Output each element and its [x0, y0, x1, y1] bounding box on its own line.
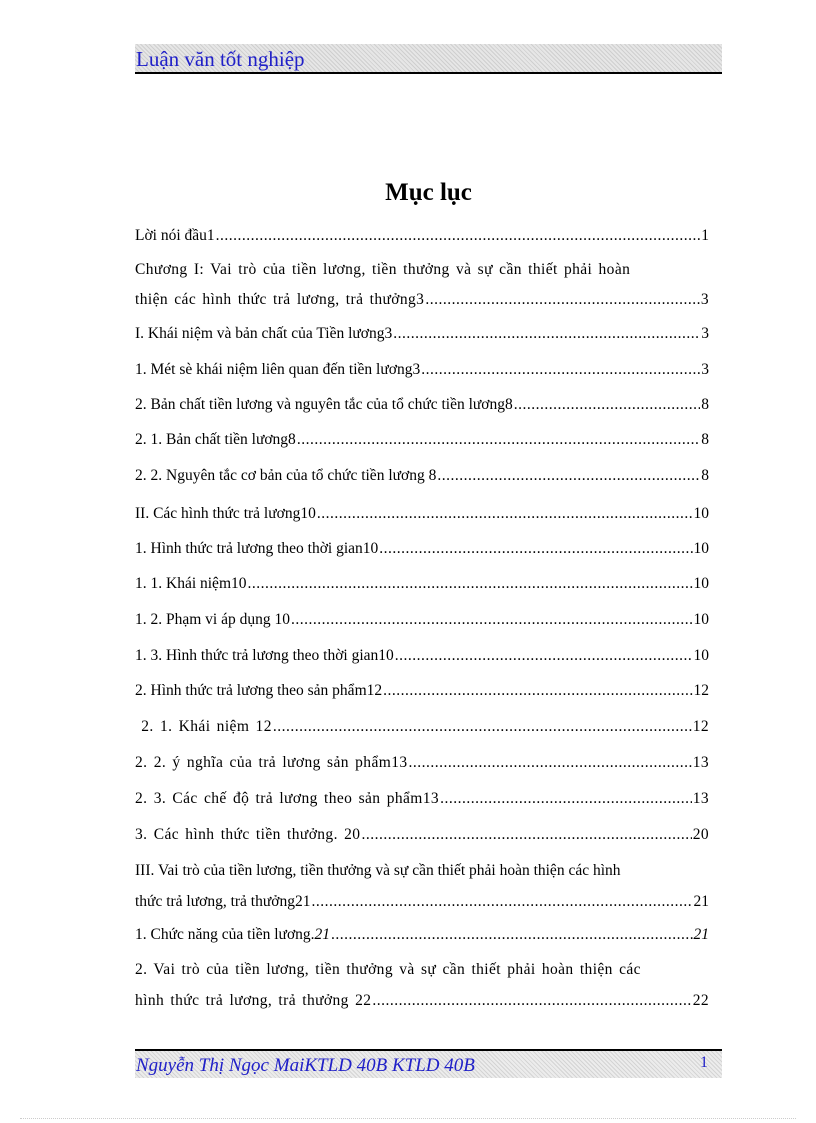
toc-leader-dots	[383, 677, 692, 705]
toc-entry-page: 13	[692, 754, 709, 771]
toc-title: Mục lục	[385, 179, 472, 206]
toc-entry-label: 2. 1. Bản chất tiền lương8	[135, 431, 296, 448]
toc-leader-dots	[297, 426, 700, 454]
toc-entry[interactable]	[135, 391, 709, 419]
toc-entry-label: 1. Hình thức trả lương theo thời gian10	[135, 540, 379, 557]
page-bottom-border	[20, 1118, 796, 1119]
header-title: Luận văn tốt nghiệp	[136, 47, 305, 71]
toc-entry[interactable]	[135, 356, 709, 384]
toc-entry[interactable]	[135, 749, 709, 777]
toc-entry[interactable]	[135, 222, 709, 250]
toc-entry-page: 3	[701, 361, 709, 378]
toc-leader-dots	[437, 462, 700, 490]
toc-entry-line1: III. Vai trò của tiền lương, tiền thưởng và sự cần thiết phải hoàn thiện các hình	[135, 862, 621, 879]
toc-entry-page: 13	[692, 790, 709, 807]
toc-entry-label: 2. 3. Các chế độ trả lương theo sản phẩm13	[135, 790, 440, 807]
toc-entry-label: 2. 1. Khái niệm 12	[135, 718, 272, 735]
toc-leader-dots	[331, 921, 692, 949]
toc-entry-page: 22	[692, 992, 709, 1009]
toc-entry-label: I. Khái niệm và bản chất của Tiền lương3	[135, 325, 393, 342]
toc-entry-page: 3	[700, 291, 709, 308]
toc-entry[interactable]	[135, 426, 709, 454]
toc-entry[interactable]	[135, 857, 709, 916]
toc-entry-label: 1. 3. Hình thức trả lương theo thời gian10	[135, 647, 394, 664]
toc-leader-dots	[421, 356, 700, 384]
toc-leader-dots	[216, 222, 701, 250]
toc-entry-label-italic: 21	[314, 926, 331, 943]
header-rule	[135, 72, 722, 74]
toc-entry-label: 1. 1. Khái niệm10	[135, 575, 247, 592]
toc-leader-dots	[393, 320, 700, 348]
footer-author: Nguyễn Thị Ngọc MaiKTLD 40B KTLD 40B	[136, 1055, 475, 1076]
toc-entry[interactable]	[135, 713, 709, 741]
toc-entry-page: 8	[701, 431, 709, 448]
toc-entry-page: 12	[692, 718, 709, 735]
footer-page-number: 1	[700, 1054, 708, 1071]
toc-entry-page: 10	[693, 505, 709, 522]
toc-entry[interactable]	[135, 956, 709, 1015]
toc-leader-dots	[395, 642, 693, 670]
toc-entry[interactable]	[135, 462, 709, 490]
toc-entry-line1: Chương I: Vai trò của tiền lương, tiền thưởng và sự cần thiết phải hoàn	[135, 261, 631, 278]
toc-entry-label: 2. Hình thức trả lương theo sản phẩm12	[135, 682, 383, 699]
toc-entry[interactable]	[135, 821, 709, 849]
toc-leader-dots	[372, 987, 691, 1015]
toc-leader-dots	[311, 888, 692, 916]
toc-entry-page: 21	[693, 893, 709, 910]
toc-entry-line1: 2. Vai trò của tiền lương, tiền thưởng và sự cần thiết phải hoàn thiện các	[135, 961, 641, 978]
toc-entry-page: 1	[701, 227, 709, 244]
toc-leader-dots	[379, 535, 692, 563]
toc-entry-page: 20	[692, 826, 709, 843]
toc-entry[interactable]	[135, 256, 709, 314]
toc-entry[interactable]	[135, 642, 709, 670]
toc-leader-dots	[425, 286, 700, 314]
toc-entry[interactable]	[135, 677, 709, 705]
toc-entry[interactable]	[135, 785, 709, 813]
toc-entry-label: II. Các hình thức trả lương10	[135, 505, 316, 522]
toc-entry-page: 10	[693, 647, 709, 664]
toc-entry-label: 1. Chức năng của tiền lương.	[135, 926, 315, 943]
toc-entry[interactable]	[135, 500, 709, 528]
toc-leader-dots	[361, 821, 691, 849]
toc-entry[interactable]	[135, 320, 709, 348]
toc-entry-label: 1. 2. Phạm vi áp dụng 10	[135, 611, 290, 628]
toc-entry-label: 2. Bản chất tiền lương và nguyên tắc của tổ chức tiền lương8	[135, 396, 513, 413]
toc-entry-page: 10	[693, 540, 709, 557]
toc-entry-label: 1. Mét sè khái niệm liên quan đến tiền lương3	[135, 361, 421, 378]
toc-leader-dots	[317, 500, 693, 528]
toc-entry-page: 10	[693, 611, 709, 628]
toc-leader-dots	[291, 606, 693, 634]
toc-entry-page: 8	[701, 396, 709, 413]
toc-entry-label: 2. 2. Nguyên tắc cơ bản của tổ chức tiền lương 8	[135, 467, 437, 484]
toc-entry-label: 3. Các hình thức tiền thưởng. 20	[135, 826, 361, 843]
toc-entry-page: 12	[693, 682, 709, 699]
toc-entry[interactable]	[135, 535, 709, 563]
toc-entry[interactable]	[135, 921, 709, 949]
toc-leader-dots	[514, 391, 700, 419]
toc-entry-label: hình thức trả lương, trả thưởng 22	[135, 992, 372, 1009]
toc-entry-label: thiện các hình thức trả lương, trả thưởng3	[135, 291, 425, 308]
toc-entry-page: 21	[693, 926, 709, 943]
toc-leader-dots	[409, 749, 692, 777]
toc-entry[interactable]	[135, 606, 709, 634]
toc-entry-page: 8	[701, 467, 709, 484]
toc-entry-page: 3	[701, 325, 709, 342]
toc-leader-dots	[273, 713, 692, 741]
toc-entry-label: Lời nói đầu1	[135, 227, 215, 244]
toc-leader-dots	[440, 785, 692, 813]
toc-entry[interactable]	[135, 570, 709, 598]
toc-entry-label: thức trả lương, trả thưởng21	[135, 893, 311, 910]
toc-entry-page: 10	[693, 575, 709, 592]
toc-entry-label: 2. 2. ý nghĩa của trả lương sản phẩm13	[135, 754, 408, 771]
toc-leader-dots	[248, 570, 693, 598]
